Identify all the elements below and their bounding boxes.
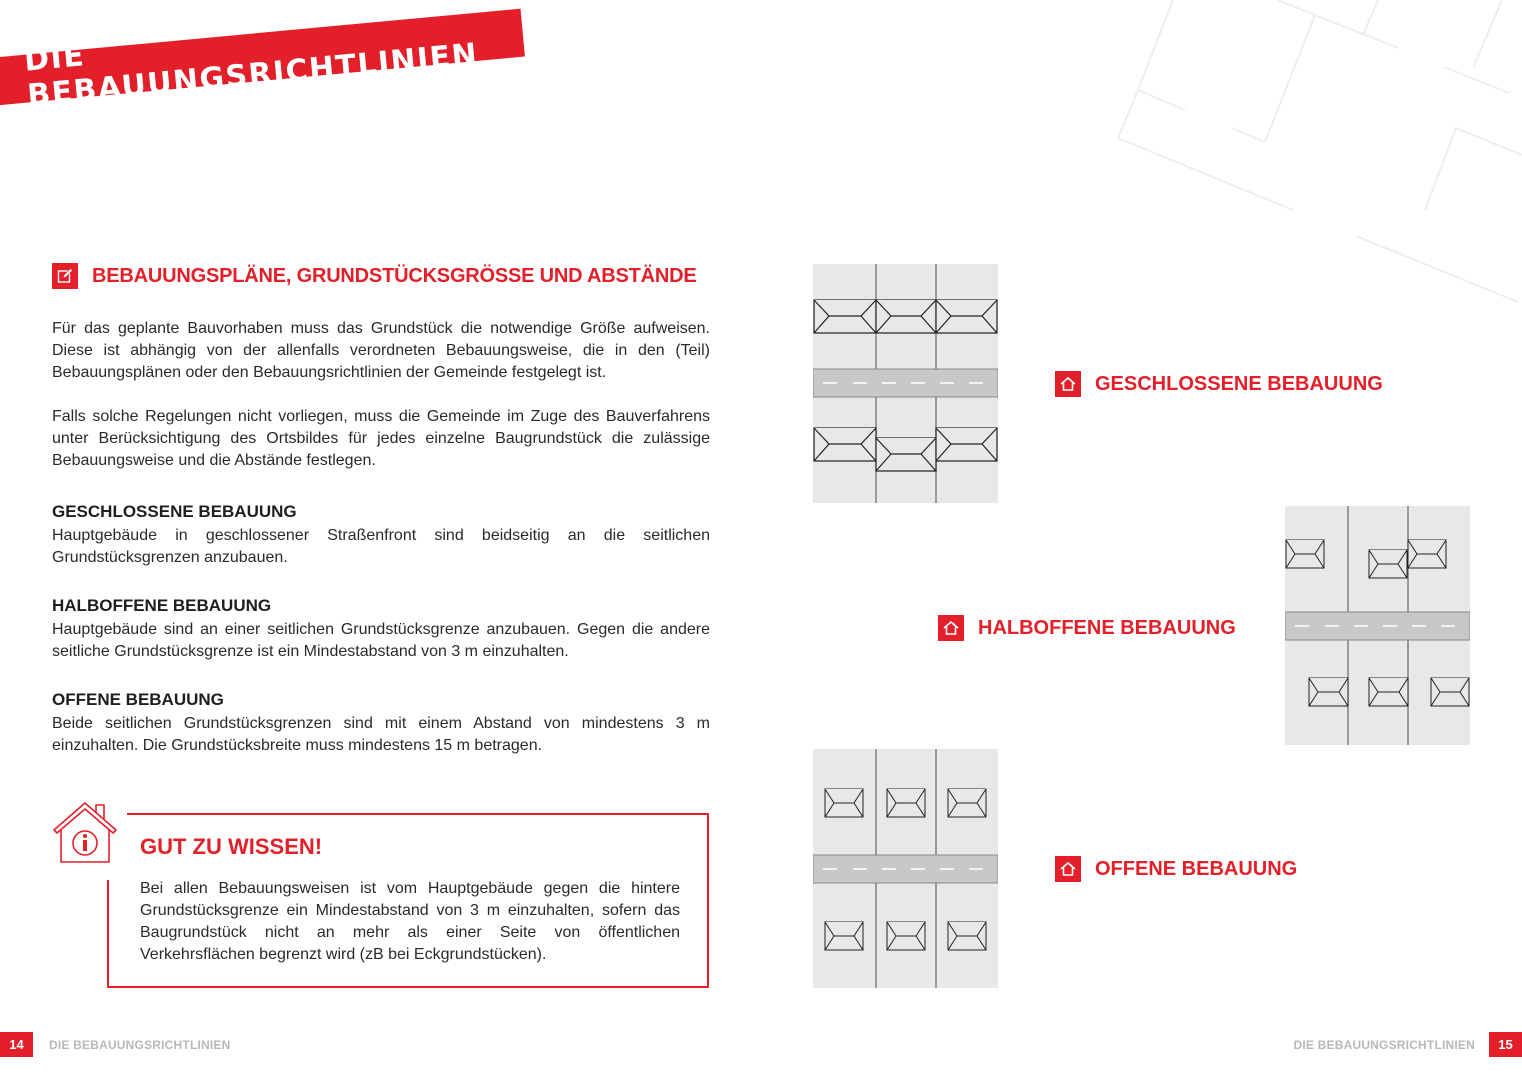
- label-offene: [1055, 856, 1297, 882]
- house-icon: [1055, 856, 1081, 882]
- building: [1369, 678, 1408, 706]
- building: [936, 428, 997, 461]
- footer-right: [1294, 1032, 1522, 1057]
- building: [1309, 678, 1348, 706]
- building: [814, 300, 876, 333]
- footer-left-text: DIE BEBAUUNGSRICHTLINIEN: [49, 1037, 231, 1052]
- house-icon: [1055, 371, 1081, 397]
- building: [948, 789, 986, 817]
- geschlossene-text: Hauptgebäude in geschlossener Straßenfront sind beidseitig an die seitlichen Grundstücksgrenzen anzubauen.: [52, 527, 710, 566]
- geschlossene-heading: GESCHLOSSENE BEBAUUNG: [52, 502, 297, 521]
- building: [825, 922, 863, 950]
- footer-left: [0, 1032, 230, 1057]
- section-heading: [52, 263, 697, 289]
- building: [936, 300, 997, 333]
- section-heading-text: BEBAUUNGSPLÄNE, GRUNDSTÜCKSGRÖSSE UND ABSTÄNDE: [92, 264, 697, 287]
- building: [814, 428, 876, 461]
- label-geschlossene-text: GESCHLOSSENE BEBAUUNG: [1095, 372, 1383, 395]
- diagram-halboffene: [1285, 506, 1470, 745]
- label-geschlossene: [1055, 371, 1383, 397]
- page-title-banner: [0, 9, 525, 114]
- label-offene-text: OFFENE BEBAUUNG: [1095, 857, 1298, 880]
- building: [825, 789, 863, 817]
- halboffene-text: Hauptgebäude sind an einer seitlichen Grundstücksgrenze anzubauen. Gegen die andere seitliche Grundstücksgrenze ist ein Mindestabstand von 3 m einzuhalten.: [52, 621, 710, 660]
- offene-heading: OFFENE BEBAUUNG: [52, 690, 224, 709]
- page-number-left: 14: [0, 1032, 33, 1057]
- label-halboffene: [938, 615, 1236, 641]
- building: [887, 922, 925, 950]
- building: [876, 438, 936, 471]
- house-icon: [938, 615, 964, 641]
- building: [948, 922, 986, 950]
- info-box-text: Bei allen Bebauungsweisen ist vom Hauptgebäude gegen die hintere Grundstücksgrenze ein Mindestabstand von 3 m einzuhalten, sofern das Baugrundstück nicht an mehr als einer Seite von öffentlichen Verkehrsflächen begrenzt wird (zB bei Eckgrundstücken).: [140, 880, 680, 963]
- page-number-right: 15: [1489, 1032, 1522, 1057]
- edit-icon: [52, 263, 78, 289]
- house-info-icon: [52, 800, 118, 871]
- diagram-geschlossene: [813, 264, 998, 503]
- diagram-offene: [813, 749, 998, 988]
- building: [1369, 550, 1407, 578]
- info-box-title: GUT ZU WISSEN!: [140, 834, 323, 859]
- building: [1286, 540, 1324, 568]
- building: [876, 300, 936, 333]
- intro-paragraph: Für das geplante Bauvorhaben muss das Grundstück die notwendige Größe aufweisen. Diese ist abhängig von der allenfalls verordneten Bebauungsweise, die in den (Teil) Bebauungsplänen oder den Bebauungsrichtlinien der Gemeinde festgelegt ist.: [52, 320, 710, 381]
- building: [887, 789, 925, 817]
- second-paragraph: Falls solche Regelungen nicht vorliegen, muss die Gemeinde im Zuge des Bauverfahrens unter Berücksichtigung des Ortsbildes für jedes einzelne Baugrundstück die zulässige Bebauungsweise und die Abstände festlegen.: [52, 408, 710, 469]
- label-halboffene-text: HALBOFFENE BEBAUUNG: [978, 616, 1236, 639]
- offene-text: Beide seitlichen Grundstücksgrenzen sind mit einem Abstand von mindestens 3 m einzuhalten. Die Grundstücksbreite muss mindestens 15 m betragen.: [52, 715, 710, 754]
- building: [1408, 540, 1446, 568]
- halboffene-heading: HALBOFFENE BEBAUUNG: [52, 596, 272, 615]
- footer-right-text: DIE BEBAUUNGSRICHTLINIEN: [1293, 1037, 1475, 1052]
- page-title: DIE BEBAUUNGSRICHTLINIEN: [22, 36, 480, 114]
- building: [1431, 678, 1469, 706]
